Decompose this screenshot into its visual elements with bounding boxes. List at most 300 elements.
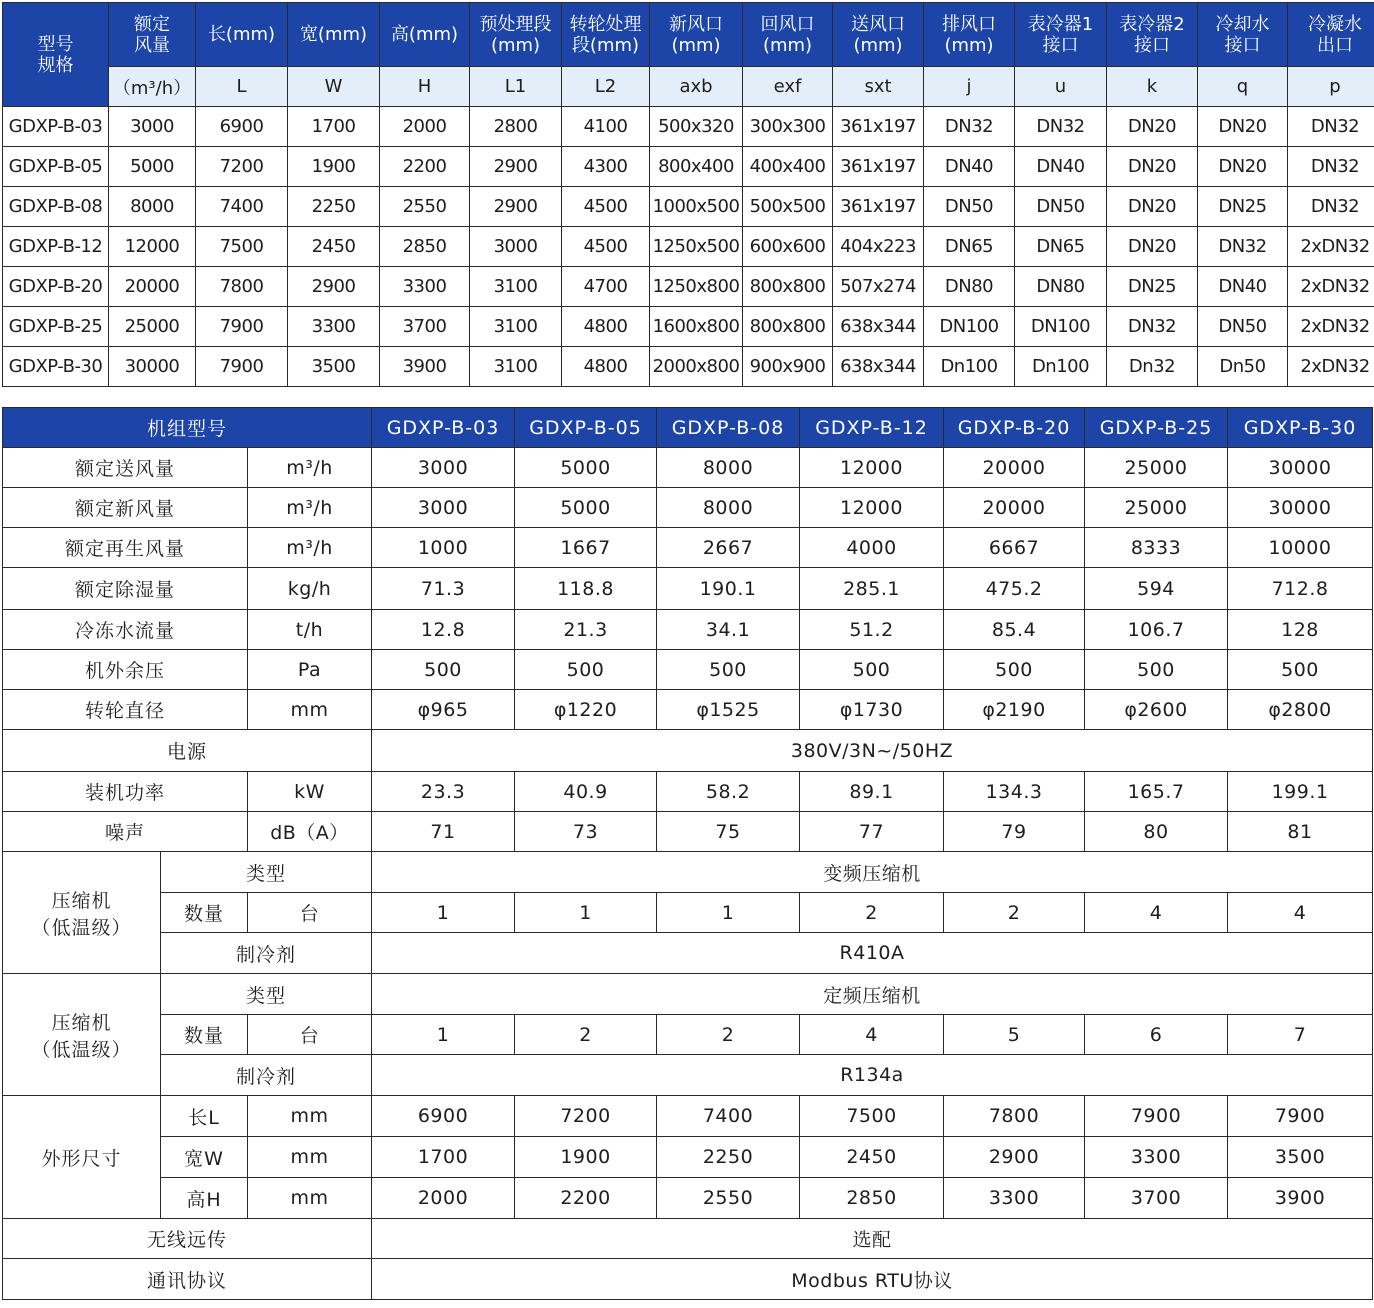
table-cell: 2900: [944, 1137, 1085, 1178]
table-cell: 500x500: [743, 187, 833, 227]
table-cell: 500: [657, 650, 800, 690]
table-cell: DN40: [1198, 267, 1288, 307]
table-cell: 25000: [1085, 488, 1228, 528]
table-cell: DN80: [924, 267, 1015, 307]
table-cell: 20000: [944, 488, 1085, 528]
table-cell: 4500: [562, 187, 650, 227]
table-cell: 2: [515, 1015, 657, 1055]
table-cell: 23.3: [372, 772, 515, 812]
table-cell: 4500: [562, 227, 650, 267]
column-symbol: L1: [470, 67, 562, 107]
table-cell: 2900: [288, 267, 380, 307]
column-symbol: u: [1015, 67, 1107, 107]
table-row: [3, 730, 1373, 772]
table-cell: 40.9: [515, 772, 657, 812]
table-cell: 6900: [372, 1096, 515, 1137]
table-cell: 165.7: [1085, 772, 1228, 812]
table-cell: 1: [372, 893, 515, 933]
wireless-label: 无线远传: [3, 1219, 372, 1259]
table-cell: 190.1: [657, 568, 800, 610]
model-cell: GDXP-B-20: [3, 267, 109, 307]
row-label: 额定除湿量: [3, 568, 248, 610]
table-row: [3, 347, 1374, 387]
table-cell: 2: [800, 893, 944, 933]
table-cell: 638x344: [833, 307, 924, 347]
table-row: [3, 307, 1374, 347]
column-header: 排风口 (mm): [924, 3, 1015, 67]
table-row: [3, 1137, 1373, 1178]
table-cell: 2000: [380, 107, 470, 147]
table-cell: 73: [515, 812, 657, 852]
table-cell: 2900: [470, 187, 562, 227]
table-cell: 4: [1085, 893, 1228, 933]
table-cell: 3300: [1085, 1137, 1228, 1178]
column-symbol: j: [924, 67, 1015, 107]
table-cell: 71.3: [372, 568, 515, 610]
model-cell: GDXP-B-03: [3, 107, 109, 147]
table-cell: DN32: [1198, 227, 1288, 267]
row-unit: m³/h: [248, 448, 372, 488]
table-cell: 3300: [944, 1178, 1085, 1219]
row-label: 噪声: [3, 812, 248, 852]
table-cell: 1000x500: [650, 187, 743, 227]
table-cell: 10000: [1228, 528, 1373, 568]
table-cell: 8000: [657, 448, 800, 488]
compressor-qty-unit: 台: [248, 893, 372, 933]
table-row: [3, 568, 1373, 610]
table-cell: 106.7: [1085, 610, 1228, 650]
table-cell: DN32: [1288, 107, 1374, 147]
table-cell: 3500: [288, 347, 380, 387]
table-cell: 3900: [380, 347, 470, 387]
table-cell: 2900: [470, 147, 562, 187]
table-cell: 4700: [562, 267, 650, 307]
table-cell: 8000: [657, 488, 800, 528]
table-cell: 3000: [372, 448, 515, 488]
table-cell: 2250: [657, 1137, 800, 1178]
table-cell: 6667: [944, 528, 1085, 568]
table-cell: 500: [944, 650, 1085, 690]
table-cell: φ1220: [515, 690, 657, 730]
table-cell: 7500: [800, 1096, 944, 1137]
refrigerant-value: R134a: [372, 1055, 1373, 1096]
table-cell: Dn32: [1107, 347, 1198, 387]
column-header: 冷凝水 出口: [1288, 3, 1374, 67]
table-cell: 12.8: [372, 610, 515, 650]
table-cell: 3300: [288, 307, 380, 347]
dimensions-label: 外形尺寸: [3, 1096, 161, 1219]
column-symbol: sxt: [833, 67, 924, 107]
table-row: [3, 893, 1373, 933]
table-cell: 2550: [380, 187, 470, 227]
model-header: GDXP-B-12: [800, 408, 944, 448]
model-header: GDXP-B-05: [515, 408, 657, 448]
table-cell: 58.2: [657, 772, 800, 812]
table-cell: 79: [944, 812, 1085, 852]
table-cell: 1700: [372, 1137, 515, 1178]
table-cell: 21.3: [515, 610, 657, 650]
column-symbol: k: [1107, 67, 1198, 107]
row-unit: kg/h: [248, 568, 372, 610]
table-cell: 712.8: [1228, 568, 1373, 610]
table-cell: 2200: [515, 1178, 657, 1219]
row-label: 机外余压: [3, 650, 248, 690]
table-cell: 600x600: [743, 227, 833, 267]
table-cell: 800x400: [650, 147, 743, 187]
table-row: [3, 690, 1373, 730]
table-cell: 4: [1228, 893, 1373, 933]
protocol-label: 通讯协议: [3, 1259, 372, 1300]
table-cell: 30000: [109, 347, 196, 387]
table-row: [3, 488, 1373, 528]
table-cell: 8333: [1085, 528, 1228, 568]
table-cell: 2xDN32: [1288, 267, 1374, 307]
table-cell: 134.3: [944, 772, 1085, 812]
table-row: [3, 147, 1374, 187]
table-cell: 2550: [657, 1178, 800, 1219]
power-supply-value: 380V/3N~/50HZ: [372, 730, 1373, 772]
dimension-label: 长L: [161, 1096, 248, 1137]
table-cell: 3700: [1085, 1178, 1228, 1219]
table-cell: 81: [1228, 812, 1373, 852]
table-cell: 1000: [372, 528, 515, 568]
table-cell: φ1730: [800, 690, 944, 730]
column-symbol: H: [380, 67, 470, 107]
table-cell: 25000: [109, 307, 196, 347]
table-cell: 404x223: [833, 227, 924, 267]
table-cell: 361x197: [833, 107, 924, 147]
table-cell: 7900: [1228, 1096, 1373, 1137]
table-cell: 199.1: [1228, 772, 1373, 812]
table-cell: DN100: [924, 307, 1015, 347]
table-cell: 128: [1228, 610, 1373, 650]
table-cell: DN40: [1015, 147, 1107, 187]
table-cell: φ2600: [1085, 690, 1228, 730]
table-cell: 3100: [470, 267, 562, 307]
compressor-label: 压缩机 （低温级）: [3, 852, 161, 974]
table-cell: 71: [372, 812, 515, 852]
column-header: 预处理段 (mm): [470, 3, 562, 67]
table-cell: 1250x800: [650, 267, 743, 307]
table-cell: DN20: [1198, 147, 1288, 187]
row-unit: mm: [248, 1137, 372, 1178]
model-spec-header: 型号 规格: [3, 3, 109, 107]
row-unit: kW: [248, 772, 372, 812]
table-cell: DN50: [924, 187, 1015, 227]
column-header: 额定 风量: [109, 3, 196, 67]
table-cell: 500: [1228, 650, 1373, 690]
table-cell: 5000: [109, 147, 196, 187]
table-cell: 361x197: [833, 187, 924, 227]
table-cell: DN20: [1107, 227, 1198, 267]
table-cell: 2xDN32: [1288, 307, 1374, 347]
table-cell: 2xDN32: [1288, 227, 1374, 267]
table-cell: 34.1: [657, 610, 800, 650]
compressor-qty-unit: 台: [248, 1015, 372, 1055]
row-unit: mm: [248, 690, 372, 730]
column-symbol: p: [1288, 67, 1374, 107]
table-cell: 4: [800, 1015, 944, 1055]
table-cell: 25000: [1085, 448, 1228, 488]
table-row: [3, 187, 1374, 227]
table-row: [3, 650, 1373, 690]
table-row: [3, 107, 1374, 147]
model-cell: GDXP-B-25: [3, 307, 109, 347]
table-cell: 300x300: [743, 107, 833, 147]
unit-model-header: 机组型号: [3, 408, 372, 448]
table-row: [3, 227, 1374, 267]
model-header: GDXP-B-20: [944, 408, 1085, 448]
table-cell: 77: [800, 812, 944, 852]
table-cell: DN50: [1198, 307, 1288, 347]
table-cell: 3000: [372, 488, 515, 528]
row-label: 转轮直径: [3, 690, 248, 730]
refrigerant-value: R410A: [372, 933, 1373, 974]
column-symbol: axb: [650, 67, 743, 107]
table-cell: Dn100: [1015, 347, 1107, 387]
refrigerant-label: 制冷剂: [161, 1055, 372, 1096]
row-unit: m³/h: [248, 488, 372, 528]
table-row: [3, 1259, 1373, 1300]
compressor-type-value: 变频压缩机: [372, 852, 1373, 893]
compressor-label: 压缩机 （低温级）: [3, 974, 161, 1096]
table-cell: DN32: [1107, 307, 1198, 347]
table-cell: 5000: [515, 448, 657, 488]
table-cell: 12000: [800, 488, 944, 528]
wireless-value: 选配: [372, 1219, 1373, 1259]
table-row: [3, 974, 1373, 1015]
table-cell: 285.1: [800, 568, 944, 610]
column-header: 冷却水 接口: [1198, 3, 1288, 67]
table-cell: 1900: [515, 1137, 657, 1178]
table-cell: 2250: [288, 187, 380, 227]
table-cell: DN20: [1107, 147, 1198, 187]
table-cell: 4100: [562, 107, 650, 147]
performance-spec-table: [2, 407, 1373, 1300]
table-cell: 4000: [800, 528, 944, 568]
column-symbol: L2: [562, 67, 650, 107]
table-cell: 20000: [109, 267, 196, 307]
table-cell: 80: [1085, 812, 1228, 852]
table-cell: 3300: [380, 267, 470, 307]
compressor-qty-label: 数量: [161, 893, 248, 933]
column-symbol: L: [196, 67, 288, 107]
refrigerant-label: 制冷剂: [161, 933, 372, 974]
row-label: 额定再生风量: [3, 528, 248, 568]
table-cell: 1: [657, 893, 800, 933]
table-cell: 507x274: [833, 267, 924, 307]
table-cell: 900x900: [743, 347, 833, 387]
model-header: GDXP-B-25: [1085, 408, 1228, 448]
table-cell: 7: [1228, 1015, 1373, 1055]
table-cell: 4800: [562, 347, 650, 387]
table-cell: 7200: [515, 1096, 657, 1137]
table-row: [3, 1219, 1373, 1259]
table-cell: 7800: [196, 267, 288, 307]
table-cell: 500: [515, 650, 657, 690]
table-cell: DN20: [1107, 107, 1198, 147]
table-cell: 12000: [800, 448, 944, 488]
table-row: [3, 1096, 1373, 1137]
compressor-type-value: 定频压缩机: [372, 974, 1373, 1015]
table-cell: DN32: [924, 107, 1015, 147]
table-cell: 85.4: [944, 610, 1085, 650]
table-row: [3, 1055, 1373, 1096]
table-cell: DN65: [1015, 227, 1107, 267]
table-cell: 7400: [657, 1096, 800, 1137]
table-cell: DN50: [1015, 187, 1107, 227]
column-header: 表冷器2 接口: [1107, 3, 1198, 67]
compressor-qty-label: 数量: [161, 1015, 248, 1055]
table-cell: 7900: [196, 307, 288, 347]
table-cell: 500: [800, 650, 944, 690]
table-cell: 5: [944, 1015, 1085, 1055]
dimension-label: 高H: [161, 1178, 248, 1219]
column-header: 转轮处理 段(mm): [562, 3, 650, 67]
table-cell: 7400: [196, 187, 288, 227]
table-row: [3, 408, 1373, 448]
table-cell: 2850: [380, 227, 470, 267]
dimension-spec-table: [2, 2, 1374, 387]
table-cell: 500: [372, 650, 515, 690]
table-cell: Dn50: [1198, 347, 1288, 387]
table-cell: 6900: [196, 107, 288, 147]
column-header: 长(mm): [196, 3, 288, 67]
table-row: [3, 1178, 1373, 1219]
table-cell: 2450: [288, 227, 380, 267]
table-row: [3, 528, 1373, 568]
table-cell: 51.2: [800, 610, 944, 650]
table-cell: 475.2: [944, 568, 1085, 610]
table-cell: φ1525: [657, 690, 800, 730]
table-cell: 3900: [1228, 1178, 1373, 1219]
table-cell: 2: [944, 893, 1085, 933]
column-header: 新风口 (mm): [650, 3, 743, 67]
table-row: [3, 772, 1373, 812]
table-cell: 3000: [109, 107, 196, 147]
compressor-type-label: 类型: [161, 974, 372, 1015]
table-cell: 4800: [562, 307, 650, 347]
row-unit: mm: [248, 1096, 372, 1137]
table-cell: 638x344: [833, 347, 924, 387]
model-cell: GDXP-B-12: [3, 227, 109, 267]
table-cell: 1667: [515, 528, 657, 568]
table-cell: 1700: [288, 107, 380, 147]
table-cell: DN100: [1015, 307, 1107, 347]
model-header: GDXP-B-03: [372, 408, 515, 448]
table-cell: DN32: [1015, 107, 1107, 147]
table-cell: DN32: [1288, 147, 1374, 187]
table-cell: DN25: [1107, 267, 1198, 307]
table-cell: 2000x800: [650, 347, 743, 387]
compressor-type-label: 类型: [161, 852, 372, 893]
table-cell: 2200: [380, 147, 470, 187]
table-cell: φ965: [372, 690, 515, 730]
table-cell: φ2190: [944, 690, 1085, 730]
table-cell: 75: [657, 812, 800, 852]
table-cell: φ2800: [1228, 690, 1373, 730]
row-label: 额定送风量: [3, 448, 248, 488]
model-cell: GDXP-B-08: [3, 187, 109, 227]
table-cell: 7200: [196, 147, 288, 187]
model-header: GDXP-B-30: [1228, 408, 1373, 448]
table-cell: 3700: [380, 307, 470, 347]
table-cell: 30000: [1228, 488, 1373, 528]
column-header: 高(mm): [380, 3, 470, 67]
table-cell: 7900: [1085, 1096, 1228, 1137]
column-symbol: q: [1198, 67, 1288, 107]
table-cell: 2850: [800, 1178, 944, 1219]
table-cell: DN80: [1015, 267, 1107, 307]
column-header: 表冷器1 接口: [1015, 3, 1107, 67]
row-label: 冷冻水流量: [3, 610, 248, 650]
table-cell: 1250x500: [650, 227, 743, 267]
table-cell: 7900: [196, 347, 288, 387]
table-cell: 1900: [288, 147, 380, 187]
table-cell: 3100: [470, 347, 562, 387]
table-cell: 2450: [800, 1137, 944, 1178]
table-cell: 2000: [372, 1178, 515, 1219]
row-unit: t/h: [248, 610, 372, 650]
power-supply-label: 电源: [3, 730, 372, 772]
column-symbol: W: [288, 67, 380, 107]
table-cell: 89.1: [800, 772, 944, 812]
table-cell: 1: [372, 1015, 515, 1055]
table-cell: 30000: [1228, 448, 1373, 488]
table-cell: Dn100: [924, 347, 1015, 387]
table-cell: 7500: [196, 227, 288, 267]
column-header: 送风口 (mm): [833, 3, 924, 67]
table-cell: 5000: [515, 488, 657, 528]
table-row: [3, 1015, 1373, 1055]
dimension-label: 宽W: [161, 1137, 248, 1178]
table-cell: 4300: [562, 147, 650, 187]
table-cell: 118.8: [515, 568, 657, 610]
table-cell: 800x800: [743, 307, 833, 347]
table-cell: 2xDN32: [1288, 347, 1374, 387]
table-cell: 3500: [1228, 1137, 1373, 1178]
table-cell: 594: [1085, 568, 1228, 610]
model-cell: GDXP-B-05: [3, 147, 109, 187]
table-row: [3, 267, 1374, 307]
table-cell: 2667: [657, 528, 800, 568]
row-unit: mm: [248, 1178, 372, 1219]
table-cell: 500: [1085, 650, 1228, 690]
table-cell: 20000: [944, 448, 1085, 488]
row-unit: dB（A）: [248, 812, 372, 852]
column-symbol: exf: [743, 67, 833, 107]
table-row: [3, 852, 1373, 893]
table-cell: 361x197: [833, 147, 924, 187]
table-cell: 2: [657, 1015, 800, 1055]
row-unit: m³/h: [248, 528, 372, 568]
table-cell: 2800: [470, 107, 562, 147]
row-unit: Pa: [248, 650, 372, 690]
table-cell: 7800: [944, 1096, 1085, 1137]
table-cell: 800x800: [743, 267, 833, 307]
table-cell: DN20: [1107, 187, 1198, 227]
table-cell: 1600x800: [650, 307, 743, 347]
table-cell: 3100: [470, 307, 562, 347]
table-cell: DN40: [924, 147, 1015, 187]
table-cell: DN65: [924, 227, 1015, 267]
model-cell: GDXP-B-30: [3, 347, 109, 387]
table-row: [3, 610, 1373, 650]
column-header: 宽(mm): [288, 3, 380, 67]
flow-unit-subheader: （m³/h）: [109, 67, 196, 107]
table-cell: 500x320: [650, 107, 743, 147]
table-cell: 400x400: [743, 147, 833, 187]
